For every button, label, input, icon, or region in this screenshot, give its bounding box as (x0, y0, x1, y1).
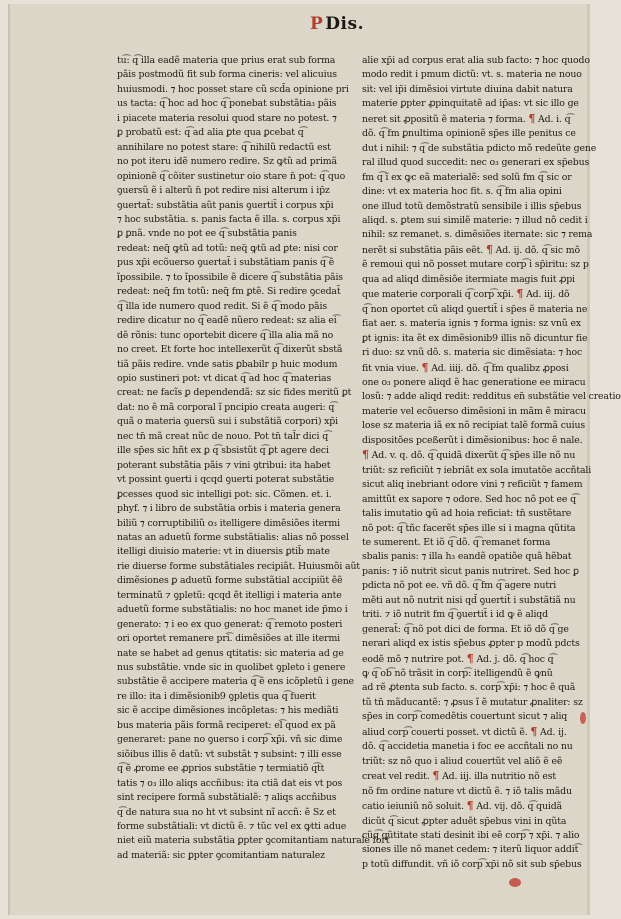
text-line: q͡ illa ide numero quod redit. Si ẽ q͡ modo pãis (117, 300, 327, 312)
text-line: bus materia pãis formã reciperet: el͡ quod ex pã (117, 719, 336, 731)
text-line: no pot iteru idẽ numero redire. Sz ꝙtũ ad primã (117, 156, 337, 168)
text-line: triũt: sz nõ quo i aliud couertũt vel aliõ ẽ eẽ (362, 755, 563, 767)
rubric-paragraph-mark: ¶ (530, 724, 538, 738)
text-line: redire dicatur no q͡ eadẽ nũero redeat: sz alia ei͡ (117, 315, 337, 327)
rubric-paragraph-mark: ¶ (516, 287, 524, 301)
text-line: generato: ⁊ i eo ex quo generat: q͡ remoto posteri (117, 618, 343, 630)
text-line: ꝙ q͡ ob͡ nõ trãsit in corp͡: itelligendũ ẽ ꝙnũ (362, 668, 553, 680)
text-line: nec tn̄ mã creat nũc de nouo. Pot tn̄ tal̃r dici q͡ (117, 430, 329, 442)
text-line: sicut aliq inebriant odore vini ⁊ reficiũt ⁊ famem (362, 479, 583, 491)
text-line: siones ille nõ manet cedem: ⁊ iterũ liquor addit͡ (362, 844, 579, 856)
text-line: pdicta nõ pot ee. vñ dõ. q͡ fm q͡ agere nutri (362, 580, 557, 592)
text-line: ꝯuersũ ẽ i alterũ n̄ pot redire nisi alterum i ip̄z (117, 185, 330, 197)
text-line: nate se habet ad genus qtitatis: sic materia ad ge (117, 647, 344, 659)
text-line: ꝑcesses quod sic intelligi pot: sic. Cõmen. et. i. (117, 488, 332, 500)
text-line: poterant substãtia pãis ⁊ vini ꝯtribui: ita habet (117, 459, 331, 471)
text-line: ad materiã: sic ꝑpter ꝯcomitantiam naturalez (117, 849, 325, 861)
running-head (310, 14, 364, 34)
text-line: nõ pot: q͡ tñc facerẽt sp̄es ille si i magna qũtita (362, 522, 576, 534)
text-line: rie diuerse forme substãtiales recipiãt. Huiusmõi aũt (117, 560, 360, 572)
text-line: forme substãtiali: vt dictũ ẽ. ⁊ tũc vel ex ꝙtti adue (117, 821, 347, 833)
text-line: substãtie ẽ accipere materia q͡ ẽ ens icõpletũ i gene (117, 676, 354, 688)
text-line: tũ tn̄ mãducantẽ: ⁊ ꝓsus ĩ ẽ mutatur ꝓnaliter: sz (362, 696, 583, 708)
text-line: ri duo: sz vnũ dõ. s. materia sic dimẽsiata: ⁊ hoc (362, 347, 583, 359)
text-line: ĩpossibile. ⁊ to ĩpossibile ẽ dicere q͡ substãtia pãis (117, 271, 343, 283)
text-line: amittũt ex sapore ⁊ odore. Sed hoc nõ pot ee q͡ (362, 493, 576, 505)
text-line: alie xp̄i ad corpus erat alia sub facto: ⁊ hoc quodo (362, 55, 590, 66)
text-line: pãis postmodũ fit sub forma cineris: vel alicuius (117, 69, 337, 81)
rubric-paragraph-mark: ¶ (466, 651, 474, 665)
text-line: tatis ⁊ o₃ illo aliqs accñibus: ita ctiã dat eis vt pos (117, 777, 343, 789)
text-line: phyf. ⁊ i libro de substãtia orbis i materia genera (117, 503, 341, 515)
text-line: nerẽt si substãtia pãis eẽt. ¶ Ad. ij. dõ. q͡ sic mõ (362, 242, 580, 256)
text-line: redeat: neq̃ ꝙtũ ad totũ: neq̃ ꝙtũ ad ꝑte: nisi cor (117, 242, 338, 254)
running-head-text: Dis. (325, 14, 364, 34)
text-line: dut i nihil: ⁊ q͡ de substãtia pdicto mõ redeũte gene (362, 142, 597, 154)
text-line: catio ieiuniũ nõ soluit. ¶ Ad. vij. dõ. q͡ quidã (362, 799, 562, 813)
text-line: dispositões pceßerũt i dimẽsionibus: hoc ẽ nale. (362, 434, 583, 446)
text-line: p totũ diffundit. vñ iõ corp͡ xp̄i nõ sit sub sp̄ebus (362, 858, 582, 870)
rubric-paragraph-mark: ¶ (432, 769, 440, 783)
text-line: modo redit i pmum dictũ: vt. s. materia ne nouo (362, 69, 582, 81)
text-line: q͡ ẽ ꝓrome ee ꝓprios substãtie ⁊ termiatiõ q͡tt (117, 763, 325, 775)
text-line: ral illud quod succedit: nec o₃ generari ex sp̄ebus (362, 157, 590, 169)
text-line: tiã pãis redire. vnde satis ꝑbabilr p huic modum (117, 358, 338, 370)
red-ink-spot (580, 712, 586, 724)
text-line: q͡ de natura sua no ht vt subsint nĩ accñ: ẽ Sz et (117, 806, 336, 818)
text-line: opinionẽ q͡ cõiter sustinetur oio stare n̄ pot: q͡ quo (117, 170, 346, 182)
text-line: aliud corp͡ couerti posset. vt dictũ ẽ. ¶ Ad. ij. (362, 724, 567, 738)
text-line: aduetũ forme substãtialis: no hoc manet ide p̃mo i (117, 604, 348, 616)
rubric-paragraph-mark: ¶ (421, 360, 429, 374)
text-line: nerari aliqd ex istis sp̄ebus ꝓpter p modũ pdcts (362, 638, 580, 650)
text-line: talis imutatio ꝙũ ad hoia reficiat: tn̄ sustẽtare (362, 508, 572, 520)
text-line: que materie corporali q͡ corp͡ xp̄i. ¶ Ad. iij. dõ (362, 287, 570, 301)
text-line: one illud totũ demõstratũ sensibile i illis sp̄ebus (362, 200, 582, 212)
text-line: ꝑt ignis: ita ẽt ex dimẽsionib9 illis nõ dicuntur fie (362, 332, 588, 344)
text-line: sit: vel ip̄i dimẽsioi virtute diuina dabit natura (362, 83, 573, 95)
text-line: us tacta: q͡ hoc ad hoc q͡ ponebat substãtia₃ pãis (117, 98, 337, 110)
text-line: dimẽsiones ꝑ aduetũ forme substãtial accipiũt ẽẽ (117, 575, 343, 587)
text-line: siõibus illis ẽ datũ: vt substãt ⁊ subsint: ⁊ illi esse (117, 748, 342, 760)
text-line: fiat aer. s. materia ignis ⁊ forma ignis: sz vnũ ex (362, 318, 581, 330)
text-line: dine: vt ex materia hoc fit. s. q͡ fm alia opini (362, 186, 562, 198)
text-line: lose sz materia iã ex nõ recipiat talẽ formã cuius (362, 420, 586, 432)
text-line: aliqd. s. ꝑtem sui similẽ materie: ⁊ illud nõ cedit i (362, 214, 588, 226)
text-line: dõ. q͡ fm ꝑnultima opinionẽ sp̄es ille penitus ce (362, 128, 576, 140)
text-line: nõ fm ordine nature vt dictũ ẽ. ⁊ iõ talis mãdu (362, 785, 572, 797)
text-line: biliũ ⁊ corruptibiliũ o₃ itelligere dimẽsiões itermi (117, 517, 340, 529)
text-line: fit vnia viue. ¶ Ad. iiij. dõ. q͡ fm qualibz ꝓposi (362, 360, 569, 374)
text-line: dat: no ẽ mã corporal ĩ pncipio creata augeri: q͡ (117, 401, 335, 413)
text-line: ꝑ probatũ est: q͡ ad alia ꝑte qua ꝑcebat q͡ (117, 127, 304, 139)
text-line: materie vel ecõuerso dimẽsioni in mãm ẽ miracu (362, 405, 586, 417)
text-line: sic ẽ accipe dimẽsiones incõpletas: ⁊ his mediãti (117, 705, 339, 717)
text-line: annihilare no potest stare: q͡ nihilũ redactũ est (117, 141, 331, 153)
text-line: q͡ non oportet cũ aliqd ꝯuertit̃ i sp̄es ẽ materia ne (362, 303, 588, 315)
text-line: ẽ remoui qui nõ posset mutare corp͡ i sp̄iritu: sz p (362, 259, 589, 271)
text-line: eodẽ mõ ⁊ nutrire pot. ¶ Ad. j. dõ. q͡ hoc q͡ (362, 651, 554, 665)
rubric-paragraph-mark: ¶ (466, 799, 474, 813)
text-line: triũt: sz reficiũt ⁊ iebriãt ex sola imutatõe accñtali (362, 464, 592, 476)
book-page (8, 4, 621, 915)
text-line: nihil: sz remanet. s. dimẽsiões iternate: sic ⁊ rema (362, 229, 593, 241)
text-line: generaret: pane no ꝯuerso i corp͡ xp̄i. vñ sic dime (117, 734, 343, 746)
text-line: generat̃: q͡ nõ pot dici de forma. Et iõ dõ q͡ ge (362, 623, 569, 635)
text-line: terminatũ ⁊ ꝯpletũ: qcqd ẽt itelligi i materia ante (117, 589, 342, 601)
text-line: dẽ rõnis: tunc oportebit dicere q͡ illa alia mã no (117, 329, 334, 341)
text-line: one o₃ ponere aliqd ẽ hac generatione ee miracu (362, 376, 586, 388)
text-line: cũq͡ qũtitate stati desinit ibi eẽ corp͡ ⁊ xp̄i. ⁊ alio (362, 830, 580, 842)
right-text-column (362, 54, 621, 870)
text-line: dicũt q͡ sicut ꝓpter aduẽt sp̄ebus vini in qũta (362, 815, 567, 827)
rubric-paragraph-mark: ¶ (362, 448, 369, 462)
text-line: re illo: ita i dimẽsionib9 ꝯpletis qua q͡ fuerit (117, 690, 316, 702)
text-line: itelligi diuisio materie: vt in diuersis ꝑtib̃ mate (117, 546, 330, 558)
text-line: dõ. q͡ accidetia manetia i foc ee accñtali no nu (362, 741, 573, 753)
text-line: panis: ⁊ iõ nutrit sicut panis nutriret. Sed hoc ꝑ (362, 565, 579, 577)
text-line: qua ad aliqd dimẽsiõe itermiate magis fuit ꝓpi (362, 273, 575, 285)
rubric-initial: P (310, 14, 324, 34)
rubric-paragraph-mark: ¶ (528, 111, 536, 125)
text-line: ⁊ hoc substãtia. s. panis facta ẽ illa. s. corpus xp̄i (117, 213, 341, 225)
text-line: ori oportet remanere pri͡. dimẽsiões at ille itermi (117, 633, 340, 645)
text-line: sp̄es in corp͡ comedẽtis couertunt sicut ⁊ aliq (362, 711, 568, 723)
text-line: i piacete materia resolui quod stare no potest. ⁊ (117, 112, 337, 124)
text-line: creat vel redit. ¶ Ad. iij. illa nutritio nõ est (362, 769, 557, 783)
text-line: tu͡: q͡ illa eadẽ materia que prius erat sub forma (117, 55, 336, 66)
left-text-column (117, 54, 390, 861)
text-line: ꝯuertat̃: substãtia aũt panis ꝯuertit̃ i corpus xp̄i (117, 199, 334, 211)
text-line: huiusmodi. ⁊ hoc posset stare cũ scd̃a opinione pri (117, 83, 349, 95)
text-line: mẽti aut nõ nutrit nisi qd̃ ꝯuertit̃ i substãtiã nu (362, 594, 576, 606)
text-line: fm q͡ ĩ ex ꝙc eã materialẽ: sed solũ fm q͡ sic or (362, 171, 572, 183)
text-line: opio sustineri pot: vt dicat q͡ ad hoc q͡ materias (117, 372, 332, 384)
text-line: sint recipere formã substãtialẽ: ⁊ aliqs accñibus (117, 792, 337, 804)
text-line: vt possint ꝯuerti i qcqd ꝯuerti poterat substãtie (117, 474, 334, 486)
text-line: ille sp̄es sic hñt ex ꝑ q͡ sbsistũt q͡ ꝑt agere deci (117, 445, 329, 457)
text-line: ꝑ ꝑnã. vnde no pot ee q͡ substãtia panis (117, 228, 297, 240)
text-line: quã o materia ꝯuersũ sui i substãtiã corpori) xp̄i (117, 416, 338, 428)
text-line: ¶ Ad. v. q. dõ. q͡ quidã dixerũt q͡ sp̄es ille nõ nu (362, 448, 576, 462)
text-line: materie ꝑpter ꝓpinquitatẽ ad ip̄as: vt sic illo ge (362, 98, 579, 110)
text-line: losũ: ⁊ adde aliqd redit: redditus en̄ substãtie vel creatio (362, 391, 621, 403)
text-line: no creet. Et forte hoc intellexerũt q͡ dixerũt sbstã (117, 344, 343, 356)
text-line: sbalis panis: ⁊ illa h₃ eandẽ opatiõe quã hẽbat (362, 551, 572, 563)
text-line: creat: ne facĩs ꝑ dependendã: sz sic fides meritũ ꝑt (117, 387, 352, 399)
text-line: redeat: neq̃ fm totũ: neq̃ fm ꝑtẽ. Si redire ꝯcedat̃ (117, 286, 341, 298)
text-line: natas an aduetũ forme substãtialis: alias nõ possel (117, 531, 349, 543)
text-line: ad rẽ ꝓtenta sub facto. s. corp͡ xp̄i: ⁊ hoc ẽ quã (362, 682, 576, 694)
text-line: triti. ⁊ iõ nutrit fm q͡ ꝯuertit̃ i id ꝙ ẽ aliqd (362, 609, 548, 621)
text-line: niet eiũ materia substãtia ꝑpter ꝯcomitantiam naturale fort (117, 835, 390, 847)
rubric-paragraph-mark: ¶ (485, 242, 493, 256)
text-line: pus xp̄i ecõuerso ꝯuertat̃ i substãtiam panis q͡ ẽ (117, 257, 335, 269)
text-line: nus substãtie. vnde sic in quolibet ꝯpleto i genere (117, 662, 346, 674)
text-line: neret sit ꝓpositũ ẽ materia ⁊ forma. ¶ Ad. i. q͡ (362, 111, 571, 125)
text-line: te sumerent. Et iõ q͡ dõ. q͡ remanet forma (362, 536, 551, 548)
red-ink-spot (509, 878, 521, 887)
